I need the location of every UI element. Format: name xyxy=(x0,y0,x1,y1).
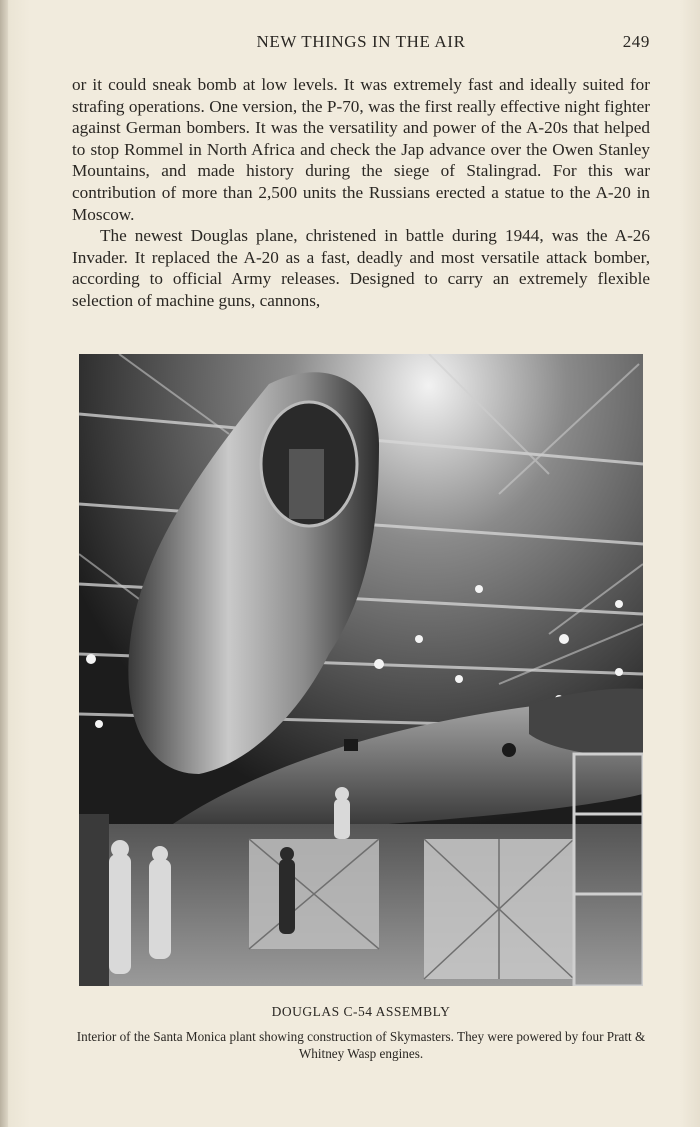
running-head-title: NEW THINGS IN THE AIR xyxy=(256,32,466,51)
paragraph-a26: The newest Douglas plane, christened in battle during 1944, was the A-26 Invader. It replaced the A-20 as a fast, deadly and most versatile attack bomber, according to official Army releases. Designed to carry an extremely flexible selection of machine guns, cannons, xyxy=(72,226,650,310)
figure-caption-title: DOUGLAS C-54 ASSEMBLY xyxy=(271,1004,451,1019)
running-head xyxy=(72,32,650,54)
assembly-photograph xyxy=(79,354,643,986)
page-number: 249 xyxy=(622,32,650,51)
figure-caption-text: Interior of the Santa Monica plant showing construction of Skymasters. They were powered by four Pratt & Whitney Wasp engines. xyxy=(76,1029,646,1061)
page-gutter xyxy=(0,0,8,1127)
paragraph-continuation: or it could sneak bomb at low levels. It was extremely fast and ideally suited for strafing operations. One version, the P-70, was the first really effective night fighter against German bombers. It was the versatility and power of the A-20s that helped to stop Rommel in North Africa and check the Jap advance over the Owen Stanley Mountains, and made history during the siege of Stalingrad. For this war contribution of more than 2,500 units the Russians erected a statue to the A-20 in Moscow. xyxy=(72,75,650,224)
body-text xyxy=(72,74,650,312)
